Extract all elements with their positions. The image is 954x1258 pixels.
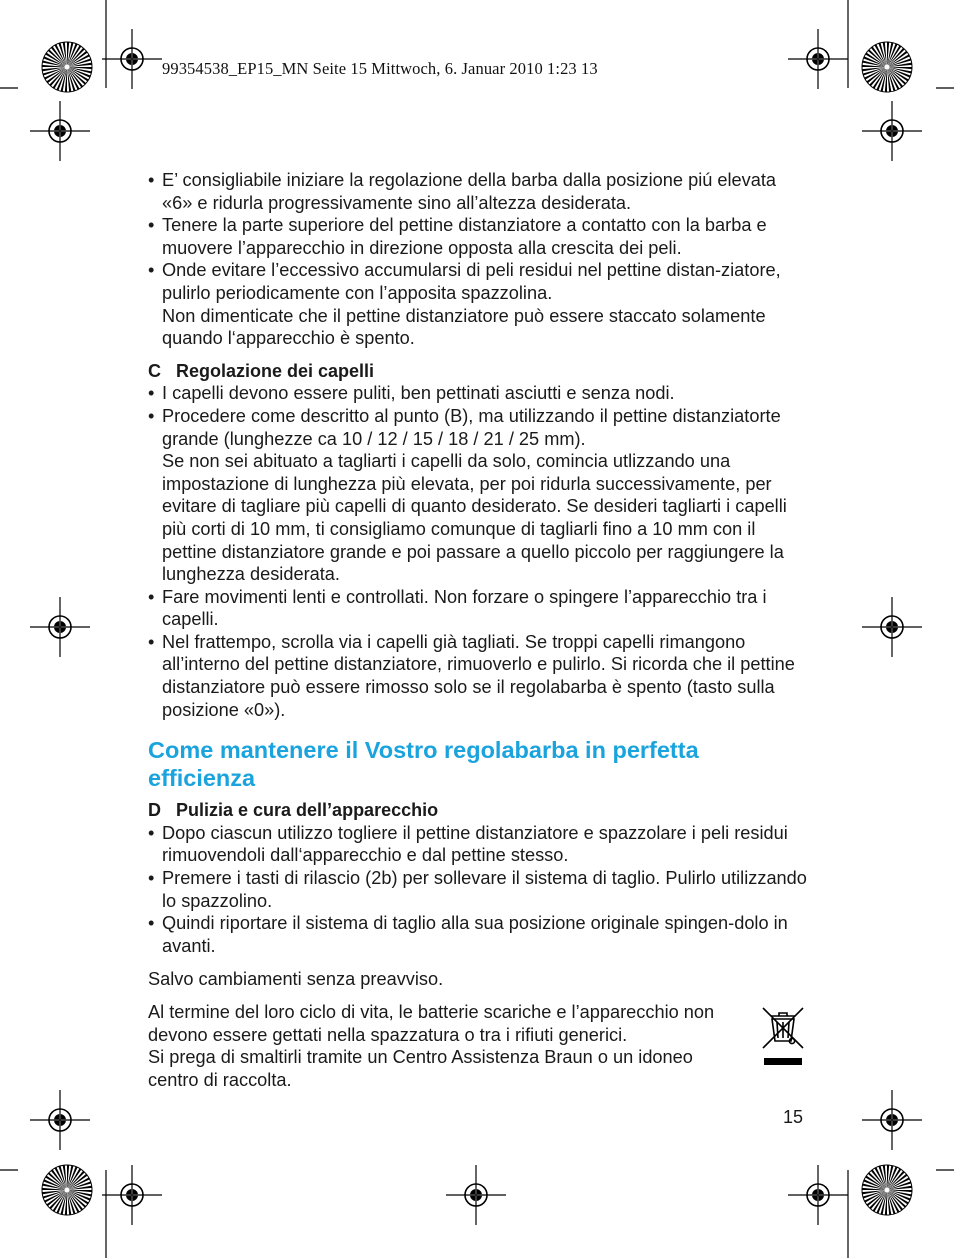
list-item: • Nel frattempo, scrolla via i capelli già tagliati. Se troppi capelli rimangono all’interno del pettine distanziatore, rimuoverlo e pulirlo. Si ricorda che il pettine distanziatore può essere rimosso solo se il regolabarba è spento (tasto sulla posizione «0»). bbox=[148, 631, 808, 721]
disposal-line: Al termine del loro ciclo di vita, le batterie scariche e l’apparecchio non devono essere gettati nella spazzatura o tra i rifiuti generici. bbox=[148, 1002, 715, 1045]
disposal-text bbox=[148, 1001, 748, 1091]
list-item: • Quindi riportare il sistema di taglio alla sua posizione originale spingen-dolo in avanti. bbox=[148, 912, 808, 957]
list-item-note: Non dimenticate che il pettine distanziatore può essere staccato solamente quando l‘apparecchio è spento. bbox=[162, 305, 766, 349]
section-title: Pulizia e cura dell’apparecchio bbox=[176, 800, 439, 821]
section-heading: Come mantenere il Vostro regolabarba in perfetta efficienza bbox=[148, 737, 699, 792]
list-item bbox=[148, 259, 808, 349]
section-letter: C bbox=[148, 360, 161, 381]
list-item: • Premere i tasti di rilascio (2b) per sollevare il sistema di taglio. Pulirlo utilizzando lo spazzolino. bbox=[148, 867, 808, 912]
section-letter: D bbox=[148, 800, 161, 821]
crossed-out-wheeled-bin-icon bbox=[760, 1004, 806, 1068]
notice-text: Salvo cambiamenti senza preavviso. bbox=[148, 969, 444, 990]
list-item: • E’ consigliabile iniziare la regolazione della barba dalla posizione piú elevata «6» e ridurla progressivamente sino all’altezza desiderata. bbox=[148, 169, 808, 214]
list-item: • Tenere la parte superiore del pettine distanziatore a contatto con la barba e muovere l’apparecchio in direzione opposta alla crescita dei peli. bbox=[148, 214, 808, 259]
list-item-note: Se non sei abituato a tagliarti i capelli da solo, comincia utlizzando una impostazione di lunghezza più elevata, per poi ridurla successivamente, per evitare di tagliare più capelli di quanto desiderato. Se desideri tagliarti i capelli più corti di 10 mm, ti consigliamo comunque di tagliarli fino a 10 mm con il pettine distanziatore grande e poi passare a quello piccolo per raggiungere la lunghezza desiderata. bbox=[162, 451, 787, 585]
page-content bbox=[148, 169, 808, 1091]
list-item: • Fare movimenti lenti e controllati. Non forzare o spingere l’apparecchio tra i capelli. bbox=[148, 586, 808, 631]
list-item-text: Onde evitare l’eccessivo accumularsi di peli residui nel pettine distan-ziatore, pulirlo periodicamente con l’apposita spazzolina. bbox=[162, 260, 781, 303]
list-item-text: Procedere come descritto al punto (B), ma utilizzando il pettine distanziatorte grande (lunghezze ca 10 / 12 / 15 / 18 / 21 / 25 mm). bbox=[162, 405, 781, 449]
list-item: • Dopo ciascun utilizzo togliere il pettine distanziatore e spazzolare i peli residui rimuovendoli dall‘apparecchio e dal pettine stesso. bbox=[148, 822, 808, 867]
section-title: Regolazione dei capelli bbox=[176, 360, 375, 381]
section-c-list bbox=[148, 382, 808, 721]
section-d-title bbox=[148, 799, 808, 822]
intro-list bbox=[148, 169, 808, 350]
print-slug: 99354538_EP15_MN Seite 15 Mittwoch, 6. Januar 2010 1:23 13 bbox=[162, 59, 598, 78]
section-d-list bbox=[148, 822, 808, 958]
page-number: 15 bbox=[783, 1107, 804, 1127]
section-c-title bbox=[148, 360, 808, 383]
list-item: • I capelli devono essere puliti, ben pettinati asciutti e senza nodi. bbox=[148, 382, 808, 405]
list-item bbox=[148, 405, 808, 586]
disposal-line: Si prega di smaltirli tramite un Centro Assistenza Braun o un idoneo centro di raccolta. bbox=[148, 1047, 693, 1090]
